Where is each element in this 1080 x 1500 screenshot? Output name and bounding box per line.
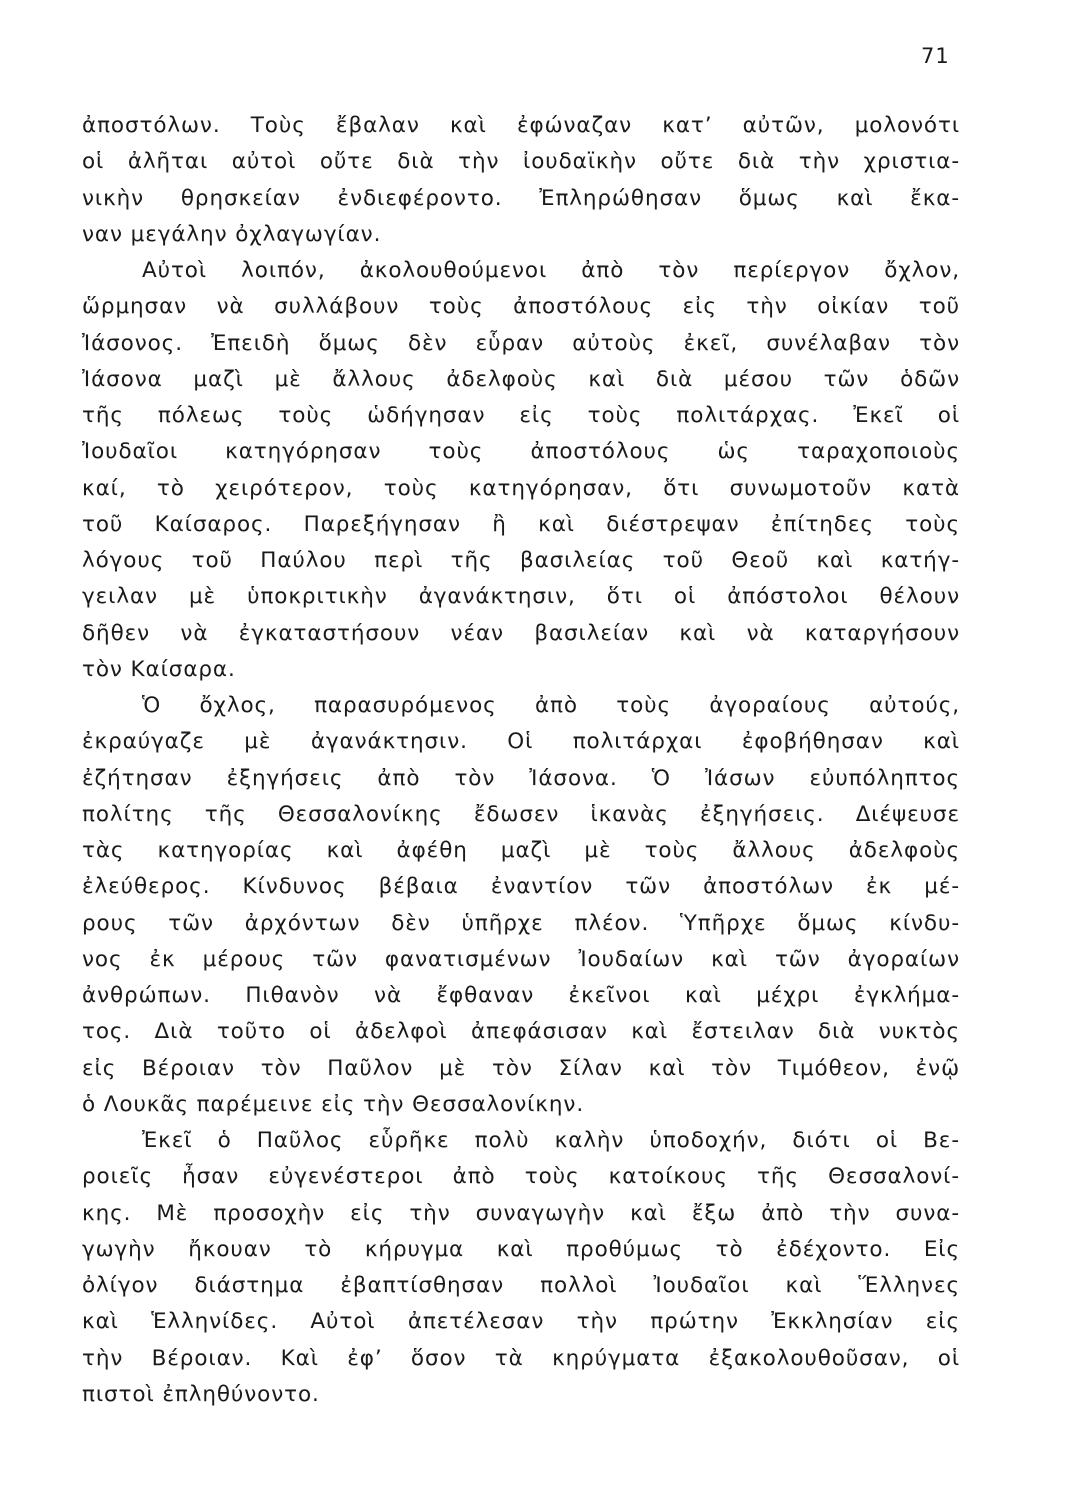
text-line: ἀνθρώπων. Πιθανὸν νὰ ἔφθαναν ἐκεῖνοι καὶ μέχρι ἐγκλήμα- (82, 983, 960, 1008)
text-line: Ὁ ὄχλος, παρασυρόμενος ἀπὸ τοὺς ἀγοραίους αὐτούς, (142, 693, 960, 718)
text-line: εἰς Βέροιαν τὸν Παῦλον μὲ τὸν Σίλαν καὶ τὸν Τιμόθεον, ἐνῷ (82, 1055, 960, 1081)
body-text (82, 108, 960, 1413)
text-line: οἱ ἀλῆται αὐτοὶ οὔτε διὰ τὴν ἰουδαϊκὴν οὔτε διὰ τὴν χριστια- (82, 149, 960, 175)
text-line: καί, τὸ χειρότερον, τοὺς κατηγόρησαν, ὅτι συνωμοτοῦν κατὰ (82, 475, 960, 501)
text-line: ροιεῖς ἦσαν εὐγενέστεροι ἀπὸ τοὺς κατοίκους τῆς Θεσσαλονί- (82, 1164, 960, 1190)
text-line: ναν μεγάλην ὀχλαγωγίαν. (82, 221, 382, 247)
text-line: νος ἐκ μέρους τῶν φανατισμένων Ἰουδαίων καὶ τῶν ἀγοραίων (82, 946, 960, 972)
text-line: γειλαν μὲ ὑποκριτικὴν ἀγανάκτησιν, ὅτι οἱ ἀπόστολοι θέλουν (82, 584, 960, 610)
text-line: ὥρμησαν νὰ συλλάβουν τοὺς ἀποστόλους εἰς τὴν οἰκίαν τοῦ (82, 294, 960, 320)
page-number: 71 (921, 44, 950, 68)
text-line: γωγὴν ἤκουαν τὸ κήρυγμα καὶ προθύμως τὸ ἐδέχοντο. Εἰς (82, 1236, 960, 1262)
text-line: Ἰάσονος. Ἐπειδὴ ὅμως δὲν εὗραν αὐτοὺς ἐκεῖ, συνέλαβαν τὸν (82, 330, 960, 356)
text-line: λόγους τοῦ Παύλου περὶ τῆς βασιλείας τοῦ Θεοῦ καὶ κατήγ- (82, 548, 960, 573)
text-line: ρους τῶν ἀρχόντων δὲν ὑπῆρχε πλέον. Ὑπῆρχε ὅμως κίνδυ- (82, 910, 960, 936)
text-line: Ἰάσονα μαζὶ μὲ ἄλλους ἀδελφοὺς καὶ διὰ μέσου τῶν ὁδῶν (82, 366, 960, 392)
text-line: τὴν Βέροιαν. Καὶ ἐφ’ ὅσον τὰ κηρύγματα ἐξακολουθοῦσαν, οἱ (82, 1345, 960, 1371)
text-line: κης. Μὲ προσοχὴν εἰς τὴν συναγωγὴν καὶ ἔξω ἀπὸ τὴν συνα- (82, 1200, 960, 1226)
text-line: ἀποστόλων. Τοὺς ἔβαλαν καὶ ἐφώναζαν κατ’ αὐτῶν, μολονότι (82, 113, 960, 138)
text-line: τὸν Καίσαρα. (82, 656, 236, 682)
text-line: τῆς πόλεως τοὺς ὡδήγησαν εἰς τοὺς πολιτάρχας. Ἐκεῖ οἱ (82, 403, 960, 428)
text-line: τὰς κατηγορίας καὶ ἀφέθη μαζὶ μὲ τοὺς ἄλλους ἀδελφοὺς (82, 838, 960, 863)
text-line: Ἐκεῖ ὁ Παῦλος εὗρῆκε πολὺ καλὴν ὑποδοχήν, διότι οἱ Βε- (142, 1128, 960, 1153)
text-line: ὀλίγον διάστημα ἐβαπτίσθησαν πολλοὶ Ἰουδαῖοι καὶ Ἕλληνες (82, 1273, 960, 1298)
text-line: καὶ Ἑλληνίδες. Αὐτοὶ ἀπετέλεσαν τὴν πρώτην Ἐκκλησίαν εἰς (82, 1309, 960, 1335)
text-line: Ἰουδαῖοι κατηγόρησαν τοὺς ἀποστόλους ὡς ταραχοποιοὺς (82, 439, 960, 465)
text-line: νικὴν θρησκείαν ἐνδιεφέροντο. Ἐπληρώθησαν ὅμως καὶ ἔκα- (82, 185, 960, 211)
text-line: πιστοὶ ἐπληθύνοντο. (82, 1381, 320, 1407)
text-line: ἐζήτησαν ἐξηγήσεις ἀπὸ τὸν Ἰάσονα. Ὁ Ἰάσων εὐυπόληπτος (82, 765, 960, 791)
text-line: δῆθεν νὰ ἐγκαταστήσουν νέαν βασιλείαν καὶ νὰ καταργήσουν (82, 620, 960, 646)
text-line: Αὐτοὶ λοιπόν, ἀκολουθούμενοι ἀπὸ τὸν περίεργον ὄχλον, (142, 258, 960, 283)
text-line: τοῦ Καίσαρος. Παρεξήγησαν ἢ καὶ διέστρεψαν ἐπίτηδες τοὺς (82, 511, 960, 537)
text-line: ὁ Λουκᾶς παρέμεινε εἰς τὴν Θεσσαλονίκην. (82, 1091, 585, 1117)
text-line: τος. Διὰ τοῦτο οἱ ἀδελφοὶ ἀπεφάσισαν καὶ ἔστειλαν διὰ νυκτὸς (82, 1019, 960, 1045)
text-line: πολίτης τῆς Θεσσαλονίκης ἔδωσεν ἱκανὰς ἐξηγήσεις. Διέψευσε (82, 801, 960, 827)
text-line: ἐκραύγαζε μὲ ἀγανάκτησιν. Οἱ πολιτάρχαι ἐφοβήθησαν καὶ (82, 729, 960, 755)
text-line: ἐλεύθερος. Κίνδυνος βέβαια ἐναντίον τῶν ἀποστόλων ἐκ μέ- (82, 874, 960, 900)
